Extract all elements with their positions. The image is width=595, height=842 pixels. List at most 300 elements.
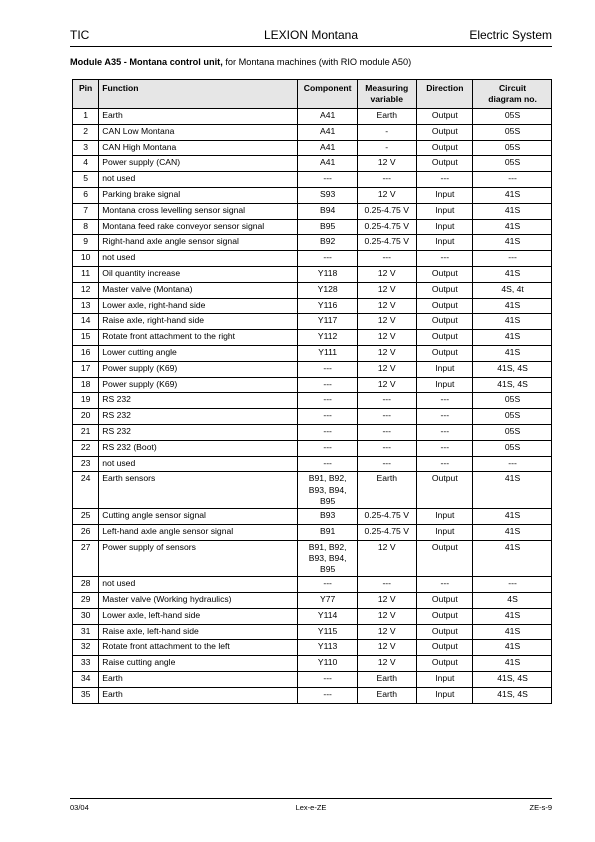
pin-cell: 17 bbox=[73, 361, 99, 377]
function-cell: Raise axle, right-hand side bbox=[99, 314, 298, 330]
table-row bbox=[73, 124, 552, 140]
measuring-cell: 12 V bbox=[357, 330, 416, 346]
header-title: LEXION Montana bbox=[263, 28, 359, 42]
component-line: --- bbox=[323, 441, 332, 452]
direction-cell: Output bbox=[416, 472, 473, 509]
pin-cell: 34 bbox=[73, 671, 99, 687]
pin-cell: 20 bbox=[73, 409, 99, 425]
measuring-cell: 0.25-4.75 V bbox=[357, 508, 416, 524]
header-right-text: Electric System bbox=[469, 28, 552, 42]
circuit-cell: 41S bbox=[473, 235, 552, 251]
component-cell bbox=[298, 219, 358, 235]
measuring-cell: --- bbox=[357, 172, 416, 188]
component-line: B93, B94, bbox=[308, 552, 347, 563]
measuring-cell: --- bbox=[357, 577, 416, 593]
measuring-cell: 12 V bbox=[357, 377, 416, 393]
function-cell: Montana cross levelling sensor signal bbox=[99, 203, 298, 219]
direction-cell: Output bbox=[416, 540, 473, 577]
function-cell: Earth sensors bbox=[99, 472, 298, 509]
circuit-cell: --- bbox=[473, 577, 552, 593]
table-row bbox=[73, 472, 552, 509]
component-cell bbox=[298, 156, 358, 172]
header-measuring-line1: Measuring bbox=[365, 83, 409, 93]
table-header bbox=[73, 80, 552, 109]
table-row bbox=[73, 140, 552, 156]
component-line: A41 bbox=[319, 125, 336, 136]
table-row bbox=[73, 592, 552, 608]
function-cell: Earth bbox=[99, 109, 298, 125]
measuring-cell: Earth bbox=[357, 472, 416, 509]
table-row bbox=[73, 440, 552, 456]
measuring-cell: 12 V bbox=[357, 156, 416, 172]
table-row bbox=[73, 656, 552, 672]
direction-cell: --- bbox=[416, 440, 473, 456]
component-cell bbox=[298, 524, 358, 540]
pin-cell: 6 bbox=[73, 187, 99, 203]
table-row bbox=[73, 540, 552, 577]
pin-cell: 1 bbox=[73, 109, 99, 125]
component-line: --- bbox=[323, 410, 332, 421]
direction-cell: --- bbox=[416, 251, 473, 267]
table-row bbox=[73, 624, 552, 640]
direction-cell: Output bbox=[416, 124, 473, 140]
component-cell bbox=[298, 298, 358, 314]
function-cell: Power supply (CAN) bbox=[99, 156, 298, 172]
pin-cell: 31 bbox=[73, 624, 99, 640]
measuring-cell: --- bbox=[357, 424, 416, 440]
component-cell bbox=[298, 640, 358, 656]
direction-cell: Output bbox=[416, 266, 473, 282]
component-line: Y115 bbox=[317, 625, 338, 636]
table-row bbox=[73, 266, 552, 282]
component-line: Y117 bbox=[317, 315, 338, 326]
direction-cell: Input bbox=[416, 187, 473, 203]
circuit-cell: 41S bbox=[473, 187, 552, 203]
circuit-cell: --- bbox=[473, 172, 552, 188]
component-cell bbox=[298, 540, 358, 577]
table-row bbox=[73, 172, 552, 188]
direction-cell: --- bbox=[416, 409, 473, 425]
function-cell: Cutting angle sensor signal bbox=[99, 508, 298, 524]
table-row bbox=[73, 235, 552, 251]
circuit-cell: 41S bbox=[473, 524, 552, 540]
pin-cell: 12 bbox=[73, 282, 99, 298]
header-circuit-line2: diagram no. bbox=[488, 94, 537, 104]
pin-cell: 25 bbox=[73, 508, 99, 524]
measuring-cell: 12 V bbox=[357, 298, 416, 314]
circuit-cell: 41S, 4S bbox=[473, 687, 552, 703]
header-component: Component bbox=[298, 80, 358, 109]
direction-cell: Output bbox=[416, 345, 473, 361]
measuring-cell: Earth bbox=[357, 687, 416, 703]
component-line: --- bbox=[323, 457, 332, 468]
function-cell: Left-hand axle angle sensor signal bbox=[99, 524, 298, 540]
function-cell: Power supply (K69) bbox=[99, 377, 298, 393]
circuit-cell: 41S bbox=[473, 266, 552, 282]
header-function: Function bbox=[99, 80, 298, 109]
circuit-cell: 41S, 4S bbox=[473, 671, 552, 687]
component-line: B91, B92, bbox=[308, 473, 347, 484]
module-title-bold: Module A35 - Montana control unit, bbox=[70, 57, 223, 67]
measuring-cell: 12 V bbox=[357, 540, 416, 577]
circuit-cell: 05S bbox=[473, 124, 552, 140]
measuring-cell: 12 V bbox=[357, 187, 416, 203]
component-cell bbox=[298, 251, 358, 267]
measuring-cell: - bbox=[357, 140, 416, 156]
component-line: Y116 bbox=[317, 299, 338, 310]
circuit-cell: 41S bbox=[473, 203, 552, 219]
circuit-cell: 41S bbox=[473, 330, 552, 346]
measuring-cell: Earth bbox=[357, 671, 416, 687]
circuit-cell: 41S bbox=[473, 656, 552, 672]
header-measuring-line2: variable bbox=[370, 94, 403, 104]
direction-cell: Output bbox=[416, 330, 473, 346]
page-footer bbox=[70, 798, 552, 812]
pin-cell: 11 bbox=[73, 266, 99, 282]
table-row bbox=[73, 345, 552, 361]
direction-cell: Output bbox=[416, 592, 473, 608]
direction-cell: Input bbox=[416, 524, 473, 540]
function-cell: Earth bbox=[99, 687, 298, 703]
circuit-cell: 05S bbox=[473, 424, 552, 440]
circuit-cell: 05S bbox=[473, 409, 552, 425]
component-line: B95 bbox=[319, 495, 336, 506]
direction-cell: Output bbox=[416, 640, 473, 656]
component-cell bbox=[298, 656, 358, 672]
pin-cell: 29 bbox=[73, 592, 99, 608]
measuring-cell: 0.25-4.75 V bbox=[357, 219, 416, 235]
component-line: B92 bbox=[319, 236, 336, 247]
component-line: --- bbox=[323, 394, 332, 405]
footer-date: 03/04 bbox=[70, 803, 89, 812]
direction-cell: Input bbox=[416, 377, 473, 393]
circuit-cell: 41S bbox=[473, 624, 552, 640]
component-line: Y113 bbox=[317, 641, 338, 652]
direction-cell: Input bbox=[416, 235, 473, 251]
measuring-cell: 12 V bbox=[357, 266, 416, 282]
direction-cell: Output bbox=[416, 140, 473, 156]
component-cell bbox=[298, 282, 358, 298]
circuit-cell: 41S bbox=[473, 540, 552, 577]
pin-cell: 35 bbox=[73, 687, 99, 703]
function-cell: RS 232 (Boot) bbox=[99, 440, 298, 456]
component-line: --- bbox=[323, 672, 332, 683]
component-line: Y110 bbox=[317, 657, 338, 668]
circuit-cell: 41S, 4S bbox=[473, 377, 552, 393]
function-cell: Montana feed rake conveyor sensor signal bbox=[99, 219, 298, 235]
table-row bbox=[73, 298, 552, 314]
circuit-cell: 4S bbox=[473, 592, 552, 608]
circuit-cell: 05S bbox=[473, 140, 552, 156]
table-row bbox=[73, 424, 552, 440]
table-row bbox=[73, 393, 552, 409]
header-measuring-variable bbox=[357, 80, 416, 109]
measuring-cell: 0.25-4.75 V bbox=[357, 203, 416, 219]
function-cell: Parking brake signal bbox=[99, 187, 298, 203]
pin-cell: 27 bbox=[73, 540, 99, 577]
component-cell bbox=[298, 409, 358, 425]
component-cell bbox=[298, 577, 358, 593]
table-row bbox=[73, 524, 552, 540]
pin-cell: 32 bbox=[73, 640, 99, 656]
component-line: A41 bbox=[319, 157, 336, 168]
component-cell bbox=[298, 377, 358, 393]
circuit-cell: 41S bbox=[473, 472, 552, 509]
pin-cell: 30 bbox=[73, 608, 99, 624]
circuit-cell: 41S bbox=[473, 508, 552, 524]
circuit-cell: 41S bbox=[473, 608, 552, 624]
component-cell bbox=[298, 472, 358, 509]
component-line: B93 bbox=[319, 509, 336, 520]
table-row bbox=[73, 409, 552, 425]
pin-cell: 26 bbox=[73, 524, 99, 540]
component-line: --- bbox=[323, 578, 332, 589]
footer-document-code: Lex-e-ZE bbox=[295, 803, 327, 812]
circuit-cell: --- bbox=[473, 456, 552, 472]
table-row bbox=[73, 577, 552, 593]
direction-cell: --- bbox=[416, 456, 473, 472]
measuring-cell: --- bbox=[357, 440, 416, 456]
component-line: --- bbox=[323, 378, 332, 389]
function-cell: CAN High Montana bbox=[99, 140, 298, 156]
measuring-cell: 12 V bbox=[357, 282, 416, 298]
table-row bbox=[73, 687, 552, 703]
component-cell bbox=[298, 424, 358, 440]
component-cell bbox=[298, 203, 358, 219]
function-cell: Raise cutting angle bbox=[99, 656, 298, 672]
pin-cell: 22 bbox=[73, 440, 99, 456]
pin-assignment-table bbox=[72, 79, 552, 704]
direction-cell: Output bbox=[416, 608, 473, 624]
measuring-cell: 12 V bbox=[357, 361, 416, 377]
component-cell bbox=[298, 140, 358, 156]
direction-cell: Input bbox=[416, 361, 473, 377]
component-cell bbox=[298, 235, 358, 251]
component-line: B91 bbox=[319, 525, 336, 536]
pin-cell: 23 bbox=[73, 456, 99, 472]
measuring-cell: 12 V bbox=[357, 624, 416, 640]
function-cell: Master valve (Montana) bbox=[99, 282, 298, 298]
function-cell: Lower cutting angle bbox=[99, 345, 298, 361]
component-line: B91, B92, bbox=[308, 541, 347, 552]
pin-cell: 13 bbox=[73, 298, 99, 314]
measuring-cell: 12 V bbox=[357, 592, 416, 608]
circuit-cell: 41S, 4S bbox=[473, 361, 552, 377]
pin-cell: 19 bbox=[73, 393, 99, 409]
table-row bbox=[73, 361, 552, 377]
circuit-cell: 05S bbox=[473, 393, 552, 409]
function-cell: not used bbox=[99, 456, 298, 472]
circuit-cell: 41S bbox=[473, 640, 552, 656]
component-cell bbox=[298, 330, 358, 346]
table-row bbox=[73, 330, 552, 346]
function-cell: Lower axle, right-hand side bbox=[99, 298, 298, 314]
header-left-text: TIC bbox=[70, 28, 90, 42]
component-line: Y111 bbox=[318, 346, 338, 357]
pin-cell: 7 bbox=[73, 203, 99, 219]
component-line: Y128 bbox=[317, 283, 338, 294]
direction-cell: --- bbox=[416, 172, 473, 188]
measuring-cell: 12 V bbox=[357, 656, 416, 672]
pin-cell: 10 bbox=[73, 251, 99, 267]
component-line: --- bbox=[323, 688, 332, 699]
function-cell: Power supply (K69) bbox=[99, 361, 298, 377]
direction-cell: Output bbox=[416, 624, 473, 640]
circuit-cell: 05S bbox=[473, 156, 552, 172]
table-body bbox=[73, 109, 552, 704]
circuit-cell: 41S bbox=[473, 219, 552, 235]
table-row bbox=[73, 109, 552, 125]
function-cell: CAN Low Montana bbox=[99, 124, 298, 140]
component-line: B94 bbox=[319, 204, 336, 215]
footer-page-number: ZE-s-9 bbox=[529, 803, 552, 812]
measuring-cell: 12 V bbox=[357, 314, 416, 330]
table-header-row bbox=[73, 80, 552, 109]
pin-cell: 18 bbox=[73, 377, 99, 393]
pin-cell: 5 bbox=[73, 172, 99, 188]
measuring-cell: 0.25-4.75 V bbox=[357, 235, 416, 251]
header-circuit-diagram bbox=[473, 80, 552, 109]
table-row bbox=[73, 377, 552, 393]
function-cell: RS 232 bbox=[99, 409, 298, 425]
measuring-cell: - bbox=[357, 124, 416, 140]
function-cell: Right-hand axle angle sensor signal bbox=[99, 235, 298, 251]
component-cell bbox=[298, 393, 358, 409]
pin-cell: 2 bbox=[73, 124, 99, 140]
table-row bbox=[73, 219, 552, 235]
direction-cell: Output bbox=[416, 314, 473, 330]
component-line: B93, B94, bbox=[308, 484, 347, 495]
component-cell bbox=[298, 314, 358, 330]
pin-cell: 8 bbox=[73, 219, 99, 235]
component-line: B95 bbox=[319, 563, 336, 574]
page-header bbox=[70, 26, 552, 47]
component-line: B95 bbox=[319, 220, 336, 231]
measuring-cell: 12 V bbox=[357, 608, 416, 624]
function-cell: Rotate front attachment to the right bbox=[99, 330, 298, 346]
circuit-cell: 05S bbox=[473, 440, 552, 456]
function-cell: Rotate front attachment to the left bbox=[99, 640, 298, 656]
pin-cell: 24 bbox=[73, 472, 99, 509]
component-cell bbox=[298, 608, 358, 624]
pin-cell: 9 bbox=[73, 235, 99, 251]
component-cell bbox=[298, 109, 358, 125]
component-cell bbox=[298, 671, 358, 687]
component-cell bbox=[298, 592, 358, 608]
component-cell bbox=[298, 687, 358, 703]
table-row bbox=[73, 314, 552, 330]
measuring-cell: --- bbox=[357, 456, 416, 472]
direction-cell: Output bbox=[416, 156, 473, 172]
function-cell: Lower axle, left-hand side bbox=[99, 608, 298, 624]
direction-cell: Input bbox=[416, 219, 473, 235]
circuit-cell: 41S bbox=[473, 345, 552, 361]
component-cell bbox=[298, 361, 358, 377]
direction-cell: Input bbox=[416, 508, 473, 524]
component-cell bbox=[298, 266, 358, 282]
pin-cell: 15 bbox=[73, 330, 99, 346]
component-line: --- bbox=[323, 362, 332, 373]
measuring-cell: 0.25-4.75 V bbox=[357, 524, 416, 540]
function-cell: Power supply of sensors bbox=[99, 540, 298, 577]
component-cell bbox=[298, 456, 358, 472]
table-row bbox=[73, 608, 552, 624]
table-row bbox=[73, 156, 552, 172]
component-cell bbox=[298, 172, 358, 188]
header-direction: Direction bbox=[416, 80, 473, 109]
pin-cell: 4 bbox=[73, 156, 99, 172]
measuring-cell: 12 V bbox=[357, 640, 416, 656]
pin-cell: 14 bbox=[73, 314, 99, 330]
component-line: A41 bbox=[319, 141, 336, 152]
direction-cell: --- bbox=[416, 424, 473, 440]
component-cell bbox=[298, 124, 358, 140]
direction-cell: Output bbox=[416, 298, 473, 314]
component-line: S93 bbox=[319, 188, 336, 199]
measuring-cell: 12 V bbox=[357, 345, 416, 361]
function-cell: not used bbox=[99, 172, 298, 188]
module-title-rest: for Montana machines (with RIO module A50) bbox=[222, 57, 412, 67]
direction-cell: Input bbox=[416, 687, 473, 703]
component-cell bbox=[298, 508, 358, 524]
measuring-cell: --- bbox=[357, 409, 416, 425]
component-line: Y112 bbox=[317, 331, 338, 342]
component-line: Y118 bbox=[317, 267, 338, 278]
pin-cell: 3 bbox=[73, 140, 99, 156]
component-line: Y114 bbox=[317, 609, 338, 620]
measuring-cell: Earth bbox=[357, 109, 416, 125]
direction-cell: Output bbox=[416, 656, 473, 672]
measuring-cell: --- bbox=[357, 251, 416, 267]
direction-cell: Input bbox=[416, 203, 473, 219]
table-row bbox=[73, 671, 552, 687]
pin-cell: 21 bbox=[73, 424, 99, 440]
pin-cell: 28 bbox=[73, 577, 99, 593]
header-pin: Pin bbox=[73, 80, 99, 109]
component-line: Y77 bbox=[319, 593, 336, 604]
function-cell: not used bbox=[99, 577, 298, 593]
table-row bbox=[73, 251, 552, 267]
table-row bbox=[73, 456, 552, 472]
circuit-cell: --- bbox=[473, 251, 552, 267]
component-cell bbox=[298, 345, 358, 361]
component-line: --- bbox=[323, 173, 332, 184]
direction-cell: Input bbox=[416, 671, 473, 687]
direction-cell: Output bbox=[416, 282, 473, 298]
circuit-cell: 41S bbox=[473, 298, 552, 314]
circuit-cell: 05S bbox=[473, 109, 552, 125]
function-cell: RS 232 bbox=[99, 424, 298, 440]
component-cell bbox=[298, 624, 358, 640]
table-row bbox=[73, 187, 552, 203]
table-row bbox=[73, 508, 552, 524]
component-cell bbox=[298, 440, 358, 456]
function-cell: not used bbox=[99, 251, 298, 267]
circuit-cell: 4S, 4t bbox=[473, 282, 552, 298]
component-line: --- bbox=[323, 425, 332, 436]
function-cell: Earth bbox=[99, 671, 298, 687]
component-cell bbox=[298, 187, 358, 203]
direction-cell: --- bbox=[416, 577, 473, 593]
function-cell: RS 232 bbox=[99, 393, 298, 409]
measuring-cell: --- bbox=[357, 393, 416, 409]
component-line: A41 bbox=[319, 110, 336, 120]
direction-cell: --- bbox=[416, 393, 473, 409]
table-row bbox=[73, 203, 552, 219]
function-cell: Oil quantity increase bbox=[99, 266, 298, 282]
table-row bbox=[73, 282, 552, 298]
component-line: --- bbox=[323, 252, 332, 263]
